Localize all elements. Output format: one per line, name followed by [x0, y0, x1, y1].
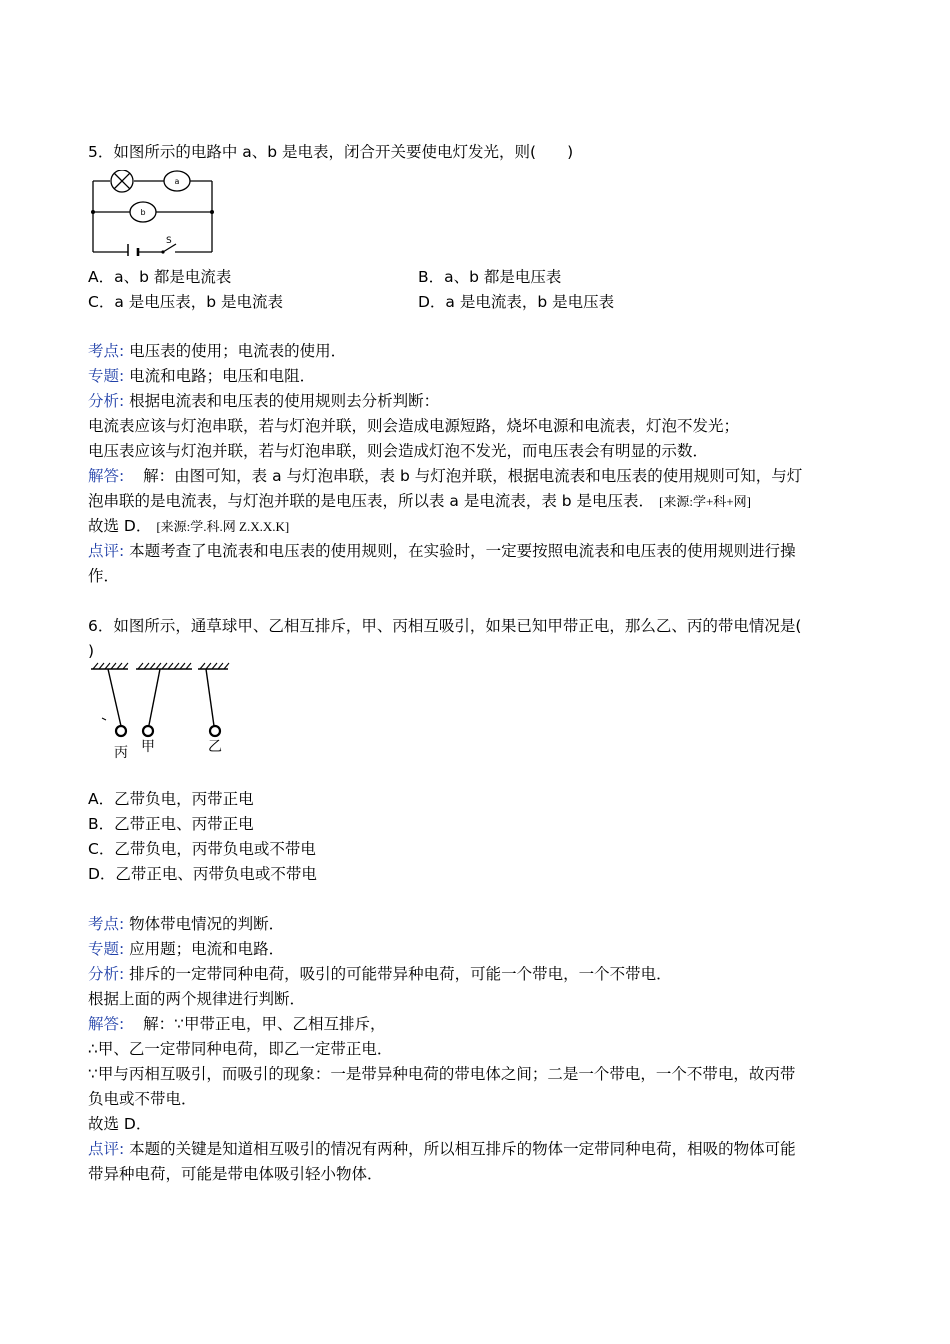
q6-zhuanti: 专题: 应用题；电流和电路．: [88, 940, 285, 958]
source-note: [来源:学+科+网]: [659, 494, 751, 509]
fenxi-label: 分析:: [88, 965, 125, 983]
switch-label: S: [166, 236, 172, 246]
q5-option-b: B．a、b 都是电压表: [418, 268, 562, 286]
q6-jieda: 解答: 解：∵甲带正电，甲、乙相互排斥，: [88, 1015, 386, 1033]
q5-dianping-line-2: 作．: [88, 567, 120, 585]
zhuanti-label: 专题:: [88, 940, 125, 958]
fenxi-label: 分析:: [88, 392, 125, 410]
source-note: [来源:学.科.网 Z.X.X.K]: [156, 519, 290, 534]
q6-option-b: B．乙带正电、丙带正电: [88, 815, 254, 833]
dianping-label: 点评:: [88, 542, 125, 560]
q6-kaodian: 考点: 物体带电情况的判断．: [88, 915, 285, 933]
kaodian-label: 考点:: [88, 915, 125, 933]
q5-fenxi-line-2: 电流表应该与灯泡串联，若与灯泡并联，则会造成电源短路，烧坏电源和电流表，灯泡不发光；: [88, 417, 740, 435]
q6-jieda-line-3: ∵甲与丙相互吸引，而吸引的现象：一是带异种电荷的带电体之间；二是一个带电，一个不带电，故丙带: [88, 1065, 796, 1083]
ball-label-bing: 丙: [114, 745, 128, 761]
q5-dianping: 点评: 本题考查了电流表和电压表的使用规则，在实验时，一定要按照电流表和电压表的使用规则进行操: [88, 542, 796, 560]
q6-option-d: D．乙带正电、丙带负电或不带电: [88, 865, 317, 883]
q6-jieda-line-4: 负电或不带电．: [88, 1090, 197, 1108]
q5-jieda-line-2: 泡串联的是电流表，与灯泡并联的是电压表，所以表 a 是电流表，表 b 是电压表． [来源:学+科+网]: [88, 492, 751, 510]
q6-dianping: 点评: 本题的关键是知道相互吸引的情况有两种，所以相互排斥的物体一定带同种电荷，相吸的物体可能: [88, 1140, 796, 1158]
q6-stem: 6．如图所示，通草球甲、乙相互排斥，甲、丙相互吸引，如果已知甲带正电，那么乙、丙的带电情况是(: [88, 617, 802, 635]
q6-option-a: A．乙带负电，丙带正电: [88, 790, 254, 808]
q5-zhuanti: 专题: 电流和电路；电压和电阻．: [88, 367, 316, 385]
ball-label-jia: 甲: [141, 739, 155, 755]
q5-jieda: 解答: 解：由图可知，表 a 与灯泡串联，表 b 与灯泡并联，根据电流表和电压表的使用规则可知，与灯: [88, 467, 803, 485]
q6-jieda-line-5: 故选 D．: [88, 1115, 152, 1133]
q6-fenxi-line-2: 根据上面的两个规律进行判断．: [88, 990, 306, 1008]
ball-label-yi: 乙: [208, 739, 222, 755]
battery-icon: [128, 244, 138, 256]
q6-jieda-line-2: ∴甲、乙一定带同种电荷，即乙一定带正电．: [88, 1040, 393, 1058]
meter-b-label: b: [140, 208, 146, 217]
q5-option-d: D．a 是电流表，b 是电压表: [418, 293, 615, 311]
q5-option-c: C．a 是电压表，b 是电流表: [88, 293, 284, 311]
q5-option-a: A．a、b 都是电流表: [88, 268, 232, 286]
ball-bing-icon: [116, 726, 126, 736]
jieda-label: 解答:: [88, 1015, 125, 1033]
q6-fenxi: 分析: 排斥的一定带同种电荷，吸引的可能带异种电荷，可能一个带电，一个不带电．: [88, 965, 672, 983]
q5-kaodian: 考点: 电压表的使用；电流表的使用．: [88, 342, 347, 360]
ball-jia-icon: [143, 726, 153, 736]
q6-stem-line-2: ): [88, 642, 95, 660]
q5-stem: 5．如图所示的电路中 a、b 是电表，闭合开关要使电灯发光，则( ): [88, 143, 574, 161]
q5-jieda-line-3: 故选 D． [来源:学.科.网 Z.X.X.K]: [88, 517, 290, 535]
q5-fenxi-line-3: 电压表应该与灯泡并联，若与灯泡串联，则会造成灯泡不发光，而电压表会有明显的示数．: [88, 442, 709, 460]
q6-dianping-line-2: 带异种电荷，可能是带电体吸引轻小物体．: [88, 1165, 383, 1183]
zhuanti-label: 专题:: [88, 367, 125, 385]
q6-pendulum-diagram: [88, 660, 233, 768]
jieda-label: 解答:: [88, 467, 125, 485]
lamp-icon: [111, 170, 133, 192]
q6-option-c: C．乙带负电，丙带负电或不带电: [88, 840, 316, 858]
meter-a-label: a: [174, 177, 180, 186]
q5-circuit-diagram: [88, 170, 216, 256]
q5-fenxi: 分析: 根据电流表和电压表的使用规则去分析判断：: [88, 392, 440, 410]
dianping-label: 点评:: [88, 1140, 125, 1158]
kaodian-label: 考点:: [88, 342, 125, 360]
ball-yi-icon: [210, 726, 220, 736]
